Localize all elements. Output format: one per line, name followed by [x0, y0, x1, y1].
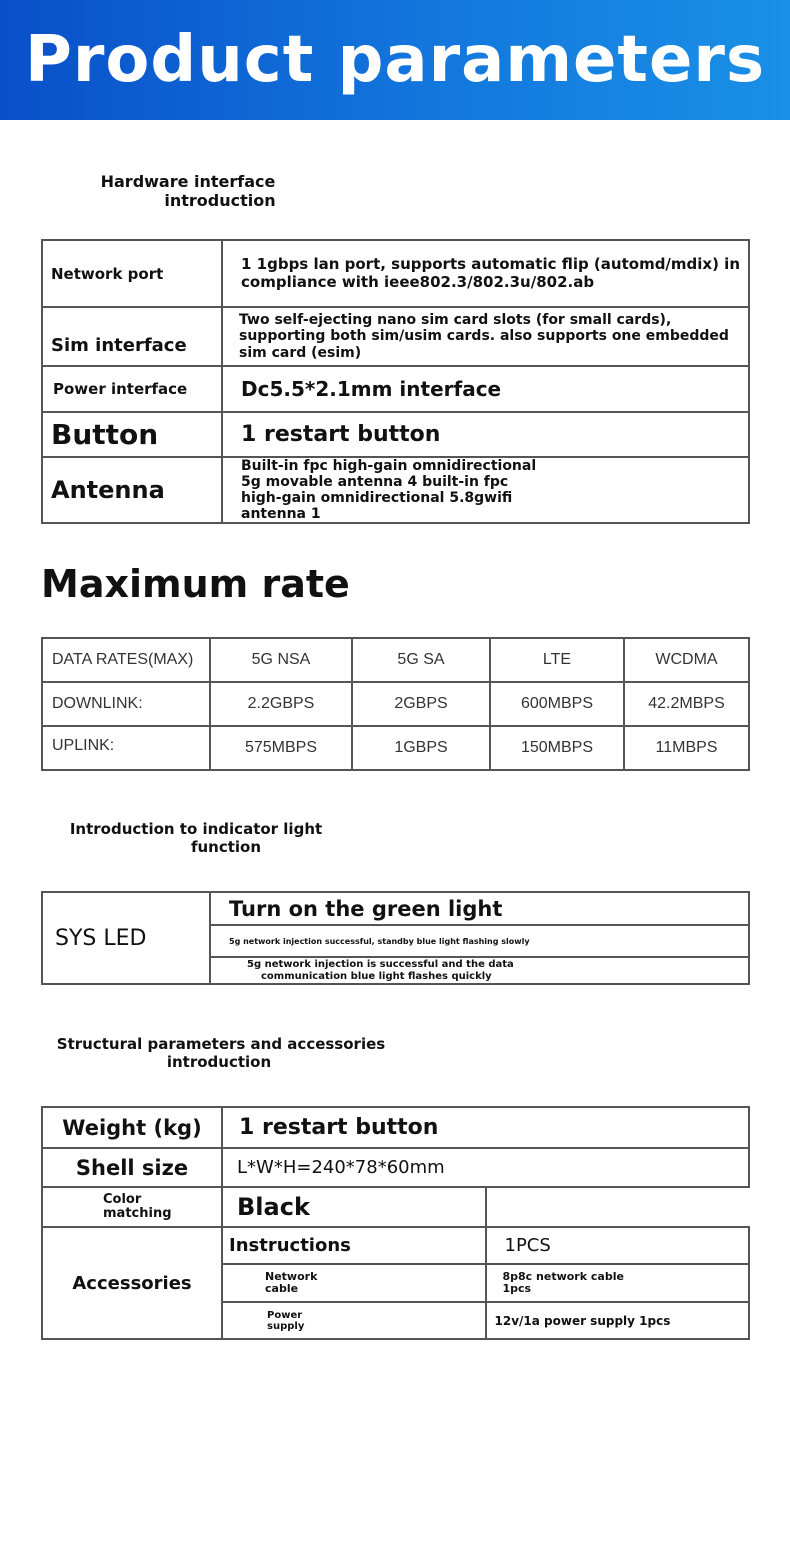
rate-table: [41, 637, 750, 771]
rate-cell: 2GBPS: [352, 682, 490, 726]
indicator-line-2: 5g network injection successful, standby blue light flashing slowly: [210, 925, 749, 957]
hardware-table: [41, 239, 750, 524]
rate-cell: 1GBPS: [352, 726, 490, 770]
acc-name: Power supply: [222, 1302, 486, 1339]
acc-name: Instructions: [222, 1227, 486, 1264]
shell-size-label: Shell size: [42, 1148, 222, 1187]
network-port-label: Network port: [42, 240, 222, 307]
table-row: [42, 457, 749, 523]
rate-cell: 11MBPS: [624, 726, 749, 770]
hardware-section-title: Hardware interface introduction: [100, 172, 276, 211]
rate-cell: UPLINK:: [42, 726, 210, 770]
antenna-value: Built-in fpc high-gain omnidirectional 5g movable antenna 4 built-in fpc high-gain omnidirectional 5.8gwifi antenna 1: [222, 457, 749, 523]
power-interface-label: Power interface: [42, 366, 222, 412]
sys-led-label: SYS LED: [42, 892, 210, 984]
indicator-line-1: Turn on the green light: [210, 892, 749, 925]
indicator-table: [41, 891, 750, 985]
table-row: [42, 412, 749, 457]
color-value: Black: [222, 1187, 486, 1227]
table-row: [42, 682, 749, 726]
table-row: [42, 638, 749, 682]
shell-size-value: L*W*H=240*78*60mm: [222, 1148, 749, 1187]
acc-value: 8p8c network cable 1pcs: [486, 1264, 750, 1302]
rate-cell: DOWNLINK:: [42, 682, 210, 726]
table-row: [42, 1107, 749, 1148]
weight-label: Weight (kg): [42, 1107, 222, 1148]
rate-header-cell: WCDMA: [624, 638, 749, 682]
acc-value: 1PCS: [486, 1227, 750, 1264]
structural-table: [41, 1106, 750, 1340]
button-label: Button: [42, 412, 222, 457]
rate-cell: 575MBPS: [210, 726, 352, 770]
table-row: [42, 307, 749, 366]
button-value: 1 restart button: [222, 412, 749, 457]
acc-value: 12v/1a power supply 1pcs: [486, 1302, 750, 1339]
sim-interface-value: Two self-ejecting nano sim card slots (for small cards), supporting both sim/usim cards. also supports one embedded sim card (esim): [222, 307, 749, 366]
accessories-label: Accessories: [42, 1227, 222, 1339]
sim-interface-label: Sim interface: [42, 307, 222, 366]
rate-header-cell: 5G NSA: [210, 638, 352, 682]
structural-section-title: Structural parameters and accessories introduction: [56, 1035, 386, 1071]
header-banner: [0, 0, 790, 120]
rate-header-cell: 5G SA: [352, 638, 490, 682]
indicator-section-title: Introduction to indicator light function: [69, 820, 323, 856]
rate-header-cell: DATA RATES(MAX): [42, 638, 210, 682]
network-port-value: 1 1gbps lan port, supports automatic flip (automd/mdix) in compliance with ieee802.3/802.3u/802.ab: [222, 240, 749, 307]
table-row: [42, 366, 749, 412]
table-row: [42, 892, 749, 925]
power-interface-value: Dc5.5*2.1mm interface: [222, 366, 749, 412]
rate-cell: 600MBPS: [490, 682, 624, 726]
rate-cell: 2.2GBPS: [210, 682, 352, 726]
color-label: Color matching: [42, 1187, 222, 1227]
empty-cell: [486, 1187, 750, 1227]
weight-value: 1 restart button: [222, 1107, 749, 1148]
table-row: [42, 1148, 749, 1187]
indicator-line-3: 5g network injection is successful and the data communication blue light flashes quickly: [210, 957, 749, 984]
page-title: Product parameters: [24, 23, 766, 97]
table-row: [42, 726, 749, 770]
rate-section-title: Maximum rate: [41, 562, 350, 606]
table-row: [42, 1227, 749, 1264]
rate-cell: 42.2MBPS: [624, 682, 749, 726]
table-row: [42, 1187, 749, 1227]
antenna-label: Antenna: [42, 457, 222, 523]
table-row: [42, 240, 749, 307]
acc-name: Network cable: [222, 1264, 486, 1302]
rate-header-cell: LTE: [490, 638, 624, 682]
rate-cell: 150MBPS: [490, 726, 624, 770]
